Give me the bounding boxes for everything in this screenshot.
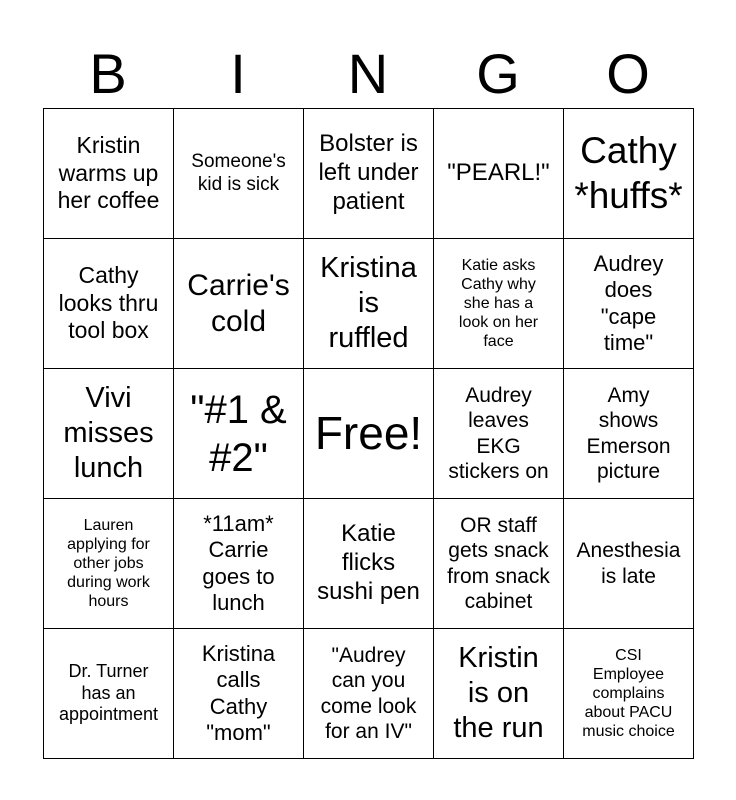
- header-letter-i: I: [230, 42, 246, 105]
- bingo-cell[interactable]: Audrey leaves EKG stickers on: [434, 369, 564, 499]
- bingo-cell[interactable]: Kristin is on the run: [434, 629, 564, 759]
- bingo-cell[interactable]: Cathy *huffs*: [564, 109, 694, 239]
- bingo-cell[interactable]: "#1 & #2": [174, 369, 304, 499]
- header-letter-n: N: [347, 42, 389, 105]
- bingo-cell[interactable]: Kristina is ruffled: [304, 239, 434, 369]
- bingo-cell[interactable]: Lauren applying for other jobs during work hours: [44, 499, 174, 629]
- bingo-cell[interactable]: "PEARL!": [434, 109, 564, 239]
- bingo-cell[interactable]: Bolster is left under patient: [304, 109, 434, 239]
- bingo-cell[interactable]: Cathy looks thru tool box: [44, 239, 174, 369]
- bingo-cell[interactable]: OR staff gets snack from snack cabinet: [434, 499, 564, 629]
- header-letter-g: G: [476, 42, 520, 105]
- bingo-cell[interactable]: Carrie's cold: [174, 239, 304, 369]
- bingo-cell[interactable]: Vivi misses lunch: [44, 369, 174, 499]
- bingo-cell[interactable]: "Audrey can you come look for an IV": [304, 629, 434, 759]
- bingo-cell[interactable]: Kristin warms up her coffee: [44, 109, 174, 239]
- bingo-cell[interactable]: CSI Employee complains about PACU music choice: [564, 629, 694, 759]
- bingo-cell[interactable]: Kristina calls Cathy "mom": [174, 629, 304, 759]
- bingo-board: [43, 108, 694, 759]
- free-space-cell[interactable]: Free!: [304, 369, 434, 499]
- bingo-cell[interactable]: *11am* Carrie goes to lunch: [174, 499, 304, 629]
- bingo-cell[interactable]: Katie flicks sushi pen: [304, 499, 434, 629]
- bingo-header: [43, 40, 693, 108]
- bingo-cell[interactable]: Katie asks Cathy why she has a look on her face: [434, 239, 564, 369]
- bingo-cell[interactable]: Dr. Turner has an appointment: [44, 629, 174, 759]
- bingo-cell[interactable]: Someone's kid is sick: [174, 109, 304, 239]
- bingo-cell[interactable]: Anesthesia is late: [564, 499, 694, 629]
- bingo-cell[interactable]: Audrey does "cape time": [564, 239, 694, 369]
- bingo-cell[interactable]: Amy shows Emerson picture: [564, 369, 694, 499]
- header-letter-o: O: [606, 42, 650, 105]
- header-letter-b: B: [89, 42, 127, 105]
